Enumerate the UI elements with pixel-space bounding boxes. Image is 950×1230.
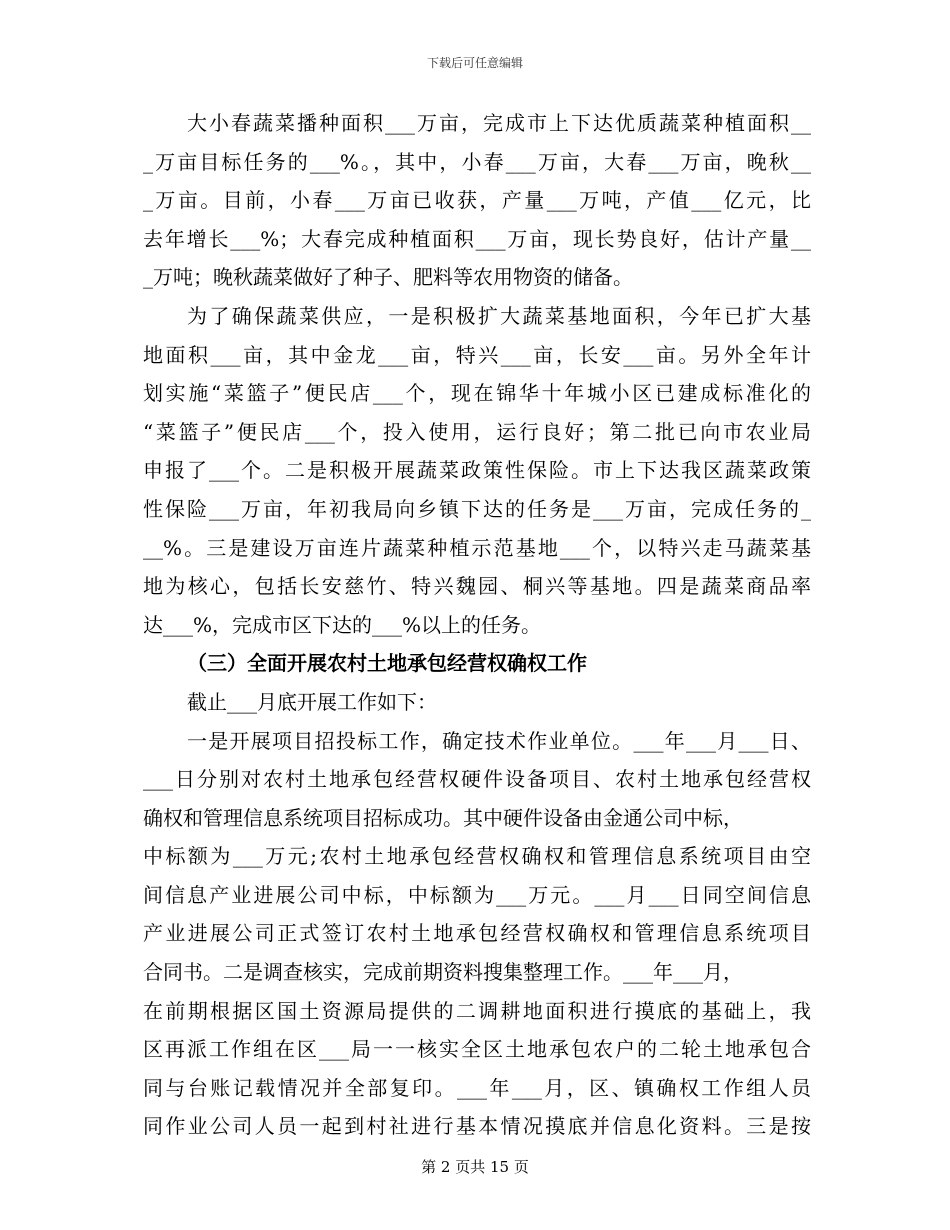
text-line: 一是开展项目招投标工作，确定技术作业单位。___年___月___日、 bbox=[187, 728, 811, 753]
section-heading: （三）全面开展农村土地承包经营权确权工作 bbox=[187, 651, 587, 676]
text-line: _万亩。目前，小春___万亩已收获，产量___万吨，产值___亿元，比 bbox=[143, 188, 811, 213]
text-line: 截止___月底开展工作如下： bbox=[187, 689, 437, 714]
text-line: __%。三是建设万亩连片蔬菜种植示范基地___个，以特兴走马蔬菜基 bbox=[143, 535, 811, 560]
text-line: 地面积___亩，其中金龙___亩，特兴___亩，长安___亩。另外全年计 bbox=[143, 342, 811, 367]
text-line: 中标额为___万元;农村土地承包经营权确权和管理信息系统项目由空 bbox=[143, 844, 811, 869]
text-line: 为了确保蔬菜供应，一是积极扩大蔬菜基地面积，今年已扩大基 bbox=[187, 303, 811, 328]
text-line: 地为核心，包括长安慈竹、特兴魏园、桐兴等基地。四是蔬菜商品率 bbox=[143, 574, 811, 599]
text-line: _万亩目标任务的___%。，其中，小春___万亩，大春___万亩，晚秋__ bbox=[143, 149, 811, 174]
text-line: 区再派工作组在区___局一一核实全区土地承包农户的二轮土地承包合 bbox=[143, 1037, 811, 1062]
text-line: 同与台账记载情况并全部复印。___年___月，区、镇确权工作组人员 bbox=[143, 1075, 811, 1100]
text-line: ___日分别对农村土地承包经营权硬件设备项目、农村土地承包经营权 bbox=[143, 767, 811, 792]
document-body bbox=[143, 104, 811, 1146]
text-line: 确权和管理信息系统项目招标成功。其中硬件设备由金通公司中标， bbox=[143, 805, 743, 830]
text-line: _万吨；晚秋蔬菜做好了种子、肥料等农用物资的储备。 bbox=[143, 265, 633, 290]
text-line: 产业进展公司正式签订农村土地承包经营权确权和管理信息系统项目 bbox=[143, 921, 811, 946]
text-line: 间信息产业进展公司中标，中标额为___万元。___月___日同空间信息 bbox=[143, 882, 811, 907]
text-line: 合同书。二是调查核实，完成前期资料搜集整理工作。___年___月， bbox=[143, 960, 743, 985]
text-line: 性保险___万亩，年初我局向乡镇下达的任务是___万亩，完成任务的_ bbox=[143, 496, 811, 521]
text-line: “菜篮子”便民店___个，投入使用，运行良好；第二批已向市农业局 bbox=[143, 419, 811, 444]
text-line: 去年增长___%；大春完成种植面积___万亩，现长势良好，估计产量__ bbox=[143, 226, 811, 251]
text-line: 大小春蔬菜播种面积___万亩，完成市上下达优质蔬菜种植面积__ bbox=[187, 111, 811, 135]
text-line: 划实施“菜篮子”便民店___个，现在锦华十年城小区已建成标准化的 bbox=[143, 381, 811, 406]
text-line: 达___%，完成市区下达的___%以上的任务。 bbox=[143, 612, 542, 637]
text-line: 申报了___个。二是积极开展蔬菜政策性保险。市上下达我区蔬菜政策 bbox=[143, 458, 811, 483]
page-footer: 第 2 页共 15 页 bbox=[421, 1158, 529, 1176]
text-line: 在前期根据区国土资源局提供的二调耕地面积进行摸底的基础上，我 bbox=[143, 998, 811, 1023]
text-line: 同作业公司人员一起到村社进行基本情况摸底并信息化资料。三是按 bbox=[143, 1114, 811, 1139]
page-header: 下载后可任意编辑 bbox=[426, 56, 523, 70]
